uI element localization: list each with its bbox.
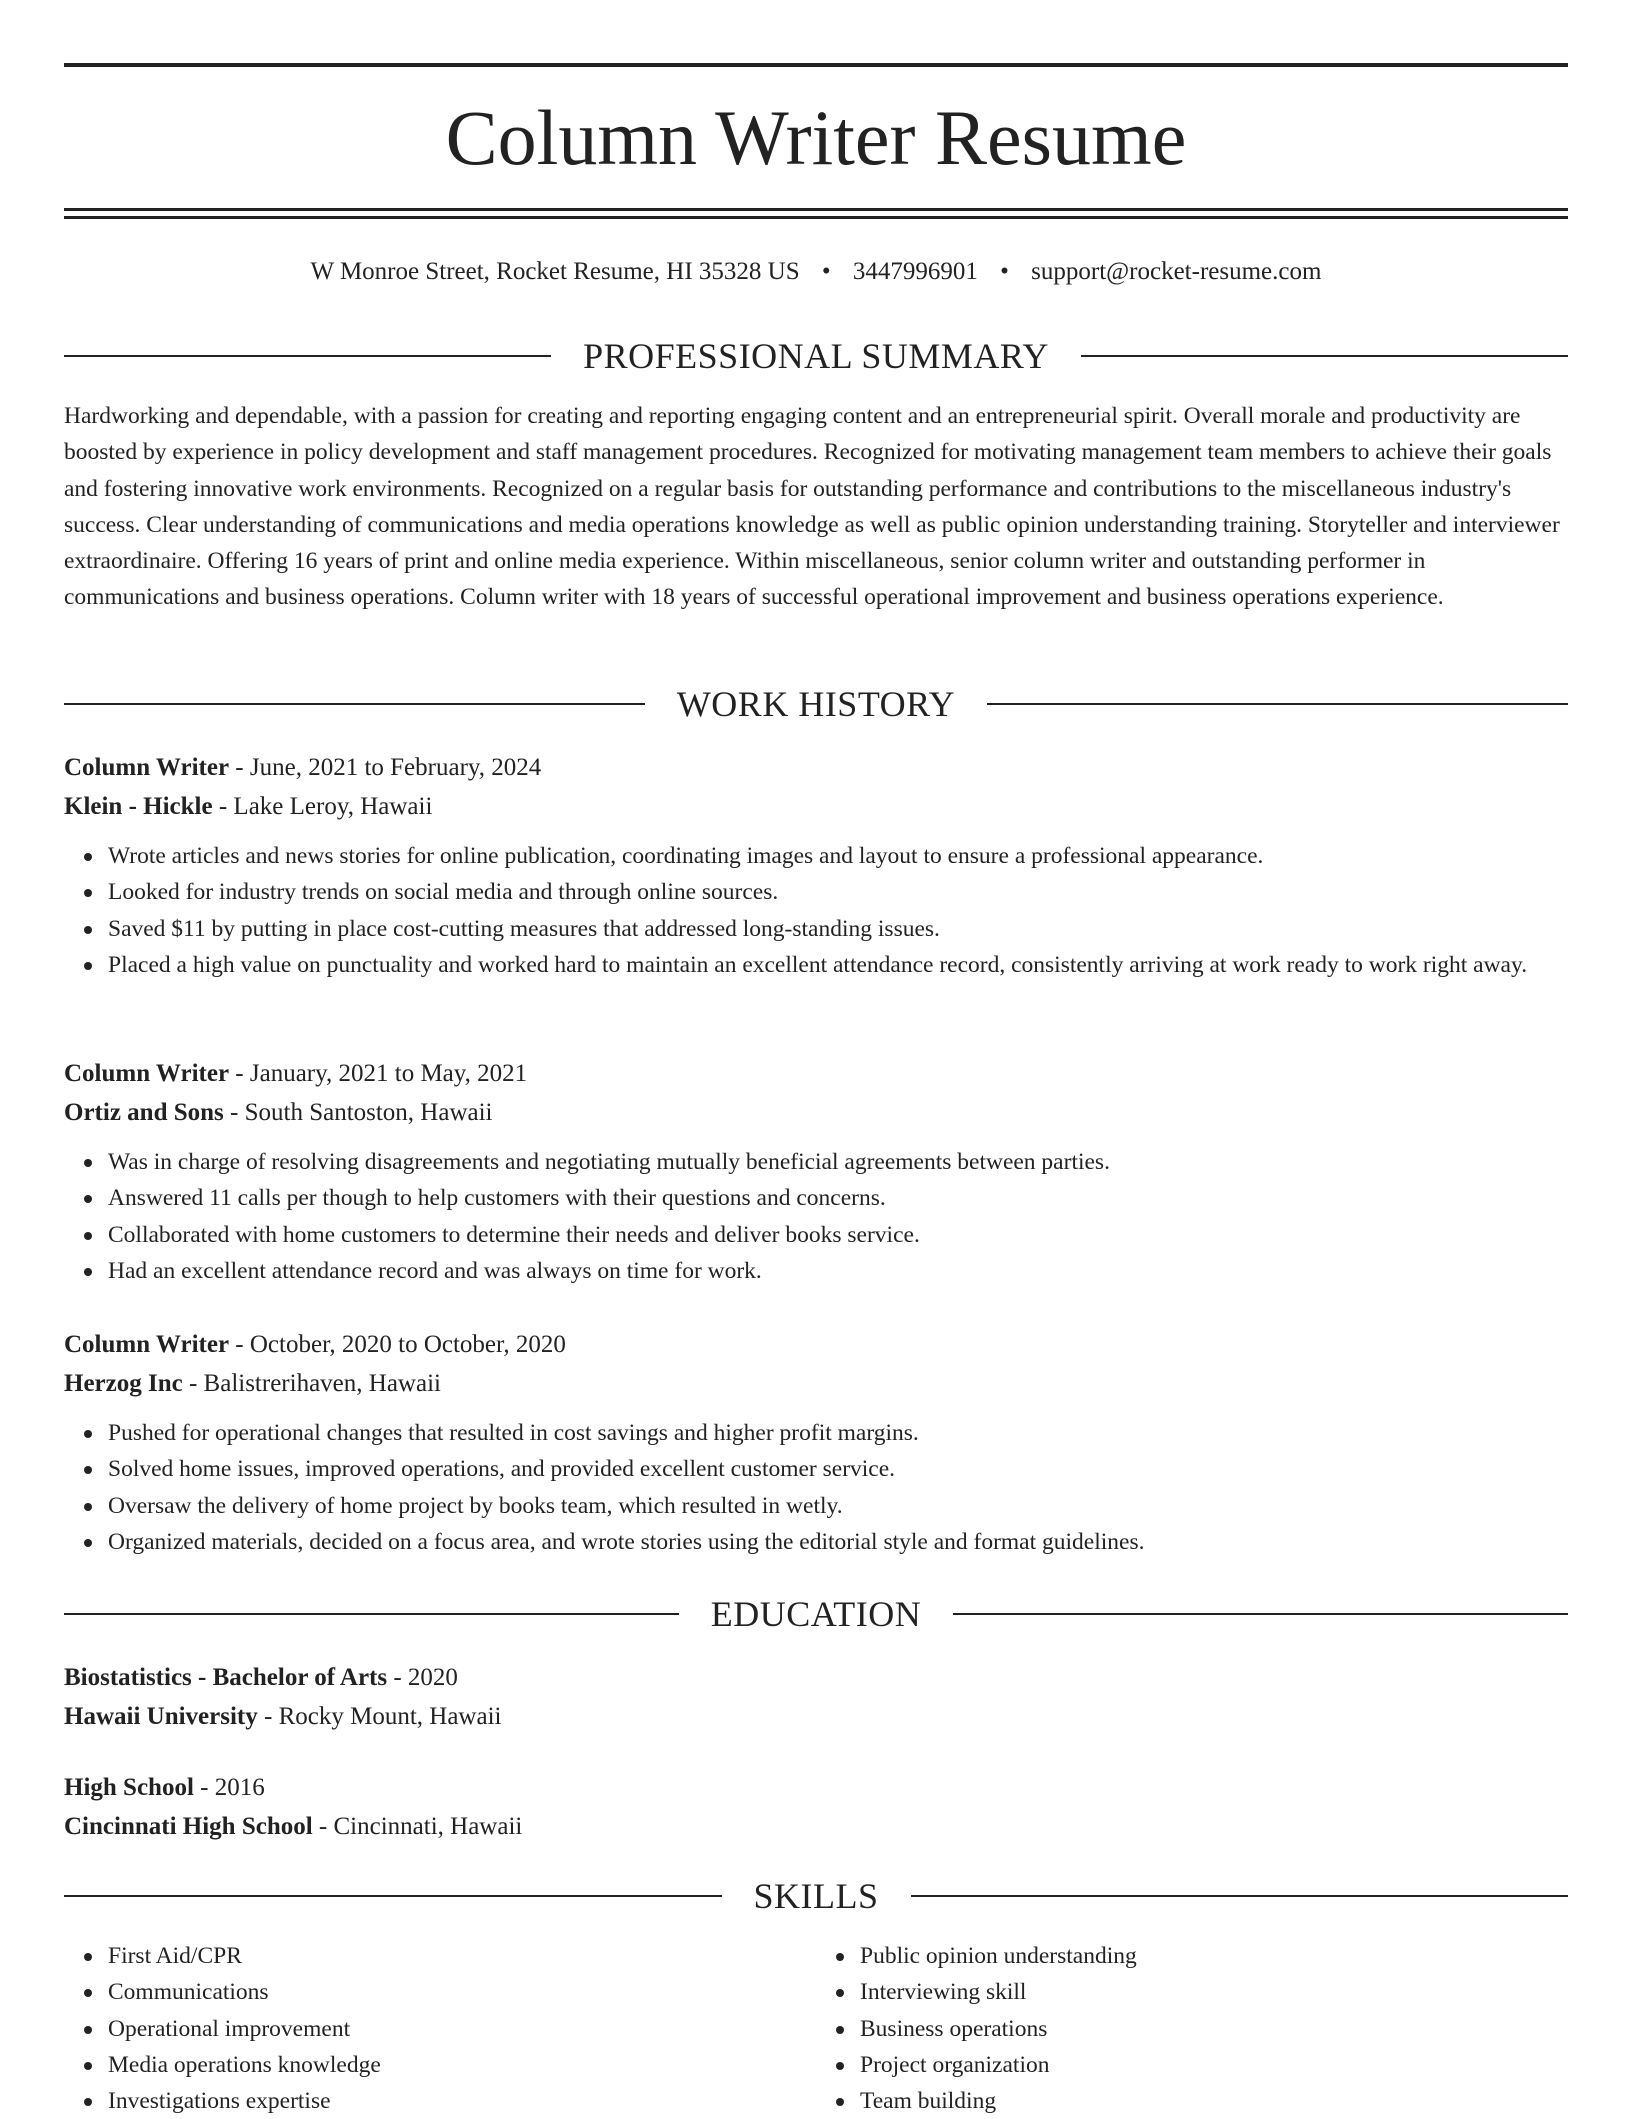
skills-section-heading — [64, 1874, 1568, 1918]
summary-section-heading — [64, 334, 1568, 378]
job-entry — [64, 1325, 1568, 1560]
heading-rule-left — [64, 1895, 722, 1897]
heading-rule-right — [911, 1895, 1569, 1897]
skill-item: First Aid/CPR — [108, 1938, 816, 1974]
job-dates: - June, 2021 to February, 2024 — [229, 754, 542, 781]
job-bullet: Saved $11 by putting in place cost-cutting measures that addressed long-standing issues. — [108, 911, 1568, 947]
contact-address: W Monroe Street, Rocket Resume, HI 35328 US — [310, 258, 800, 285]
job-bullet: Oversaw the delivery of home project by books team, which resulted in wetly. — [108, 1488, 1568, 1524]
heading-rule-left — [64, 1613, 679, 1615]
job-bullet: Looked for industry trends on social media and through online sources. — [108, 874, 1568, 910]
education-degree-line — [64, 1658, 1568, 1697]
section-title: WORK HISTORY — [676, 684, 956, 724]
job-location: - South Santoston, Hawaii — [223, 1099, 493, 1126]
heading-rule-left — [64, 355, 551, 357]
job-title-line — [64, 1325, 1568, 1364]
job-title: Column Writer — [64, 754, 230, 781]
job-dates: - October, 2020 to October, 2020 — [229, 1331, 566, 1358]
contact-email: support@rocket-resume.com — [1031, 258, 1322, 285]
education-entry — [64, 1658, 1568, 1736]
skill-item: Interviewing skill — [860, 1974, 1568, 2010]
contact-line — [64, 252, 1568, 292]
title-double-rule-upper — [64, 208, 1568, 211]
skills-columns — [64, 1938, 1568, 2119]
skill-item: Media operations knowledge — [108, 2047, 816, 2083]
section-title: PROFESSIONAL SUMMARY — [583, 336, 1049, 376]
skills-list-right — [816, 1938, 1568, 2119]
job-title-line — [64, 748, 1568, 787]
education-year: - 2016 — [193, 1774, 265, 1801]
heading-rule-left — [64, 703, 645, 705]
job-dates: - January, 2021 to May, 2021 — [229, 1060, 528, 1087]
skill-item: Project organization — [860, 2047, 1568, 2083]
skill-item: Operational improvement — [108, 2011, 816, 2047]
education-school: Hawaii University — [64, 1703, 258, 1730]
heading-rule-right — [1081, 355, 1568, 357]
job-bullet: Answered 11 calls per though to help customers with their questions and concerns. — [108, 1180, 1568, 1216]
job-bullet: Wrote articles and news stories for online publication, coordinating images and layout to ensure a professional appearance. — [108, 838, 1568, 874]
job-bullet: Organized materials, decided on a focus area, and wrote stories using the editorial style and format guidelines. — [108, 1524, 1568, 1560]
education-school-line — [64, 1697, 1568, 1736]
skill-item: Investigations expertise — [108, 2083, 816, 2119]
education-entry — [64, 1768, 1568, 1846]
job-bullet: Had an excellent attendance record and was always on time for work. — [108, 1253, 1568, 1289]
education-section-heading — [64, 1592, 1568, 1636]
job-company: Ortiz and Sons — [64, 1099, 224, 1126]
section-title: EDUCATION — [710, 1594, 922, 1634]
education-year: - 2020 — [387, 1664, 458, 1691]
job-bullet: Collaborated with home customers to determine their needs and deliver books service. — [108, 1217, 1568, 1253]
section-title: SKILLS — [753, 1876, 879, 1916]
education-degree: High School — [64, 1774, 194, 1801]
job-company-line — [64, 787, 1568, 826]
job-title: Column Writer — [64, 1331, 230, 1358]
job-bullet: Was in charge of resolving disagreements and negotiating mutually beneficial agreements between parties. — [108, 1144, 1568, 1180]
job-bullets — [64, 838, 1568, 983]
contact-phone: 3447996901 — [852, 258, 978, 285]
heading-rule-right — [953, 1613, 1568, 1615]
job-company-line — [64, 1364, 1568, 1403]
education-location: - Rocky Mount, Hawaii — [257, 1703, 502, 1730]
education-degree-line — [64, 1768, 1568, 1807]
education-degree: Biostatistics - Bachelor of Arts — [64, 1664, 388, 1691]
top-rule — [64, 63, 1568, 67]
job-entry — [64, 748, 1568, 983]
job-location: - Lake Leroy, Hawaii — [212, 793, 433, 820]
job-bullet: Solved home issues, improved operations, and provided excellent customer service. — [108, 1451, 1568, 1487]
page-title: Column Writer Resume — [445, 94, 1187, 181]
education-school: Cincinnati High School — [64, 1813, 313, 1840]
title-double-rule-lower — [64, 216, 1568, 219]
job-bullets — [64, 1144, 1568, 1289]
skills-list-left — [64, 1938, 816, 2119]
skill-item: Team building — [860, 2083, 1568, 2119]
skill-item: Business operations — [860, 2011, 1568, 2047]
education-location: - Cincinnati, Hawaii — [312, 1813, 523, 1840]
job-title: Column Writer — [64, 1060, 230, 1087]
job-bullets — [64, 1415, 1568, 1560]
summary-text: Hardworking and dependable, with a passion for creating and reporting engaging content and an entrepreneurial spirit. Overall morale and productivity are boosted by experience in policy development and staff management procedures. Recognized for motivating management team members to achieve their goals and fostering innovative work environments. Recognized on a regular basis for outstanding performance and contributions to the miscellaneous industry's success. Clear understanding of communications and media operations knowledge as well as public opinion understanding training. Storyteller and interviewer extraordinaire. Offering 16 years of print and online media experience. Within miscellaneous, senior column writer and outstanding performer in communications and business operations. Column writer with 18 years of successful operational improvement and business operations experience. — [64, 403, 1560, 611]
job-location: - Balistrerihaven, Hawaii — [182, 1370, 441, 1397]
heading-rule-right — [987, 703, 1568, 705]
job-bullet: Pushed for operational changes that resulted in cost savings and higher profit margins. — [108, 1415, 1568, 1451]
skill-item: Public opinion understanding — [860, 1938, 1568, 1974]
skill-item: Communications — [108, 1974, 816, 2010]
job-bullet: Placed a high value on punctuality and worked hard to maintain an excellent attendance record, consistently arriving at work ready to work right away. — [108, 947, 1568, 983]
job-company-line — [64, 1093, 1568, 1132]
contact-separator: • — [821, 258, 831, 285]
job-company: Klein - Hickle — [64, 793, 213, 820]
job-company: Herzog Inc — [64, 1370, 183, 1397]
education-school-line — [64, 1807, 1568, 1846]
job-title-line — [64, 1054, 1568, 1093]
job-entry — [64, 1054, 1568, 1289]
contact-separator: • — [1000, 258, 1009, 285]
work-section-heading — [64, 682, 1568, 726]
